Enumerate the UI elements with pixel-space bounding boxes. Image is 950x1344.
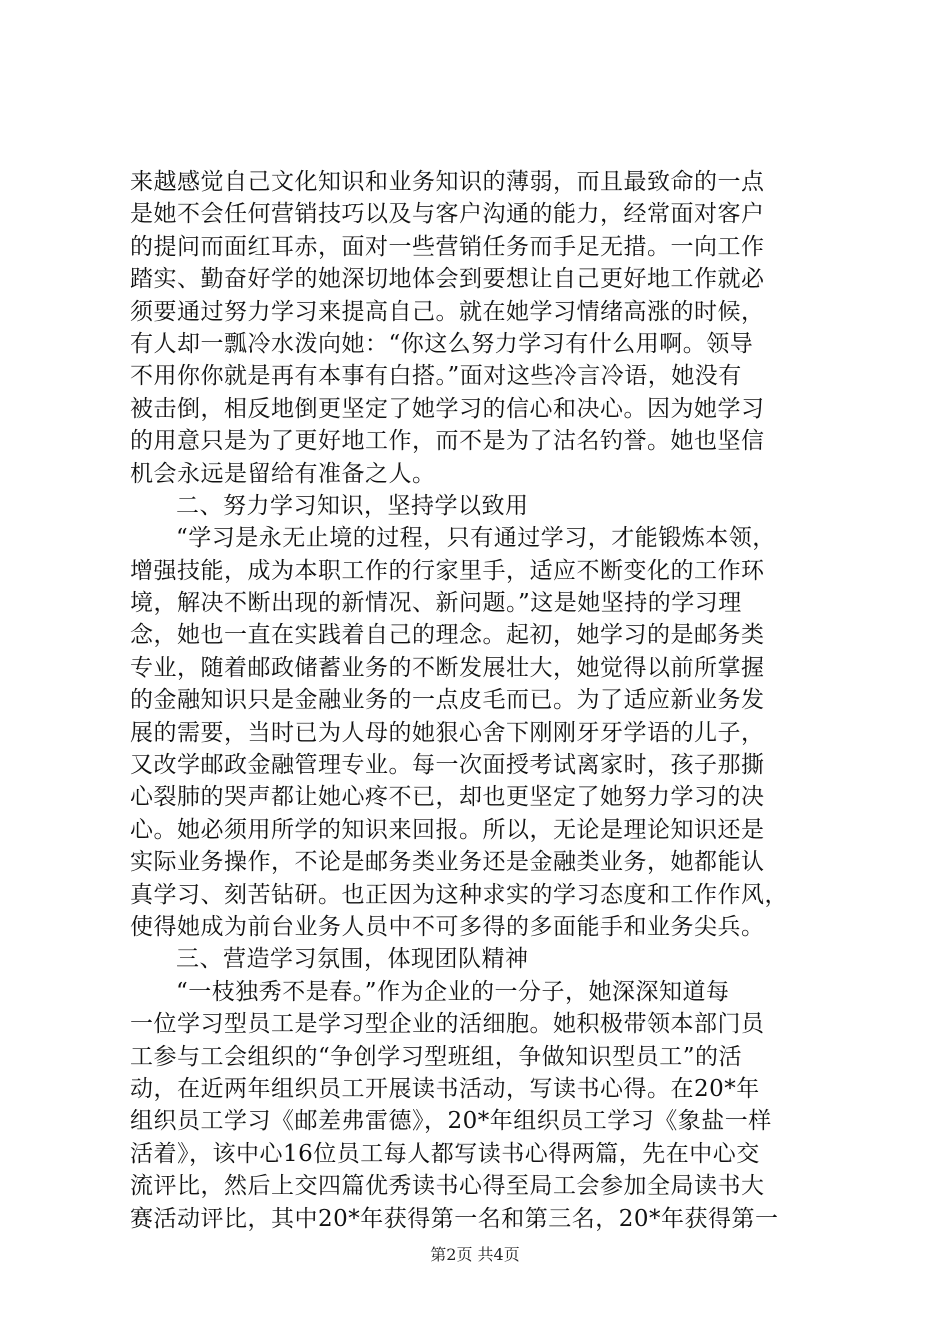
text-line: 一位学习型员工是学习型企业的活细胞。她积极带领本部门员 (130, 1011, 765, 1038)
text-line: 使得她成为前台业务人员中不可多得的多面能手和业务尖兵。 (130, 913, 765, 940)
text-line: 境，解决不断出现的新情况、新问题。”这是她坚持的学习理 (130, 590, 742, 617)
text-line: 来越感觉自己文化知识和业务知识的薄弱，而且最致命的一点 (130, 169, 765, 195)
text-line: 有人却一瓢冷水泼向她：“你这么努力学习有什么用啊。领导 (130, 330, 754, 357)
text-line: 踏实、勤奋好学的她深切地体会到要想让自己更好地工作就必 (130, 266, 765, 293)
text-line: 机会永远是留给有准备之人。 (130, 460, 436, 487)
text-line: 不用你你就是再有本事有白搭。”面对这些冷言冷语，她没有 (130, 363, 742, 390)
section-heading: 三、营造学习氛围，体现团队精神 (176, 946, 529, 973)
text-line: 心。她必须用所学的知识来回报。所以，无论是理论知识还是 (130, 816, 765, 843)
text-line: 组织员工学习《邮差弗雷德》，20*年组织员工学习《象盐一样 (130, 1108, 772, 1135)
text-line: 真学习、刻苦钻研。也正因为这种求实的学习态度和工作作风， (130, 881, 788, 908)
text-line: “学习是永无止境的过程，只有通过学习，才能锻炼本领， (176, 525, 776, 552)
text-line: 又改学邮政金融管理专业。每一次面授考试离家时，孩子那撕 (130, 752, 765, 779)
text-line: 活着》，该中心16位员工每人都写读书心得两篇，先在中心交 (130, 1140, 760, 1167)
text-line: 念，她也一直在实践着自己的理念。起初，她学习的是邮务类 (130, 622, 765, 649)
text-line: 展的需要，当时已为人母的她狠心舍下刚刚牙牙学语的儿子， (130, 719, 765, 746)
text-line: 被击倒，相反地倒更坚定了她学习的信心和决心。因为她学习 (130, 395, 765, 422)
text-line: 实际业务操作，不论是邮务类业务还是金融类业务，她都能认 (130, 849, 765, 876)
text-line: 工参与工会组织的“争创学习型班组，争做知识型员工”的活 (130, 1043, 743, 1070)
document-body (130, 166, 830, 1235)
text-line: 赛活动评比，其中20*年获得第一名和第三名，20*年获得第一 (130, 1205, 779, 1232)
text-line: 流评比，然后上交四篇优秀读书心得至局工会参加全局读书大 (130, 1173, 765, 1200)
text-line: 的金融知识只是金融业务的一点皮毛而已。为了适应新业务发 (130, 687, 765, 714)
section-heading: 二、努力学习知识，坚持学以致用 (176, 492, 529, 519)
text-line: 动，在近两年组织员工开展读书活动，写读书心得。在20*年 (130, 1075, 760, 1102)
text-line: 的提问而面红耳赤，面对一些营销任务而手足无措。一向工作 (130, 233, 765, 260)
text-line: 心裂肺的哭声都让她心疼不已，却也更坚定了她努力学习的决 (130, 784, 765, 811)
text-line: “一枝独秀不是春。”作为企业的一分子，她深深知道每 (176, 978, 730, 1005)
page-number-footer: 第2页 共4页 (430, 1245, 520, 1264)
text-line: 的用意只是为了更好地工作，而不是为了沽名钓誉。她也坚信 (130, 428, 765, 455)
text-line: 须要通过努力学习来提高自己。就在她学习情绪高涨的时候， (130, 298, 765, 325)
text-line: 是她不会任何营销技巧以及与客户沟通的能力，经常面对客户 (130, 201, 765, 228)
text-line: 专业，随着邮政储蓄业务的不断发展壮大，她觉得以前所掌握 (130, 654, 765, 681)
text-line: 增强技能，成为本职工作的行家里手，适应不断变化的工作环 (130, 557, 765, 584)
